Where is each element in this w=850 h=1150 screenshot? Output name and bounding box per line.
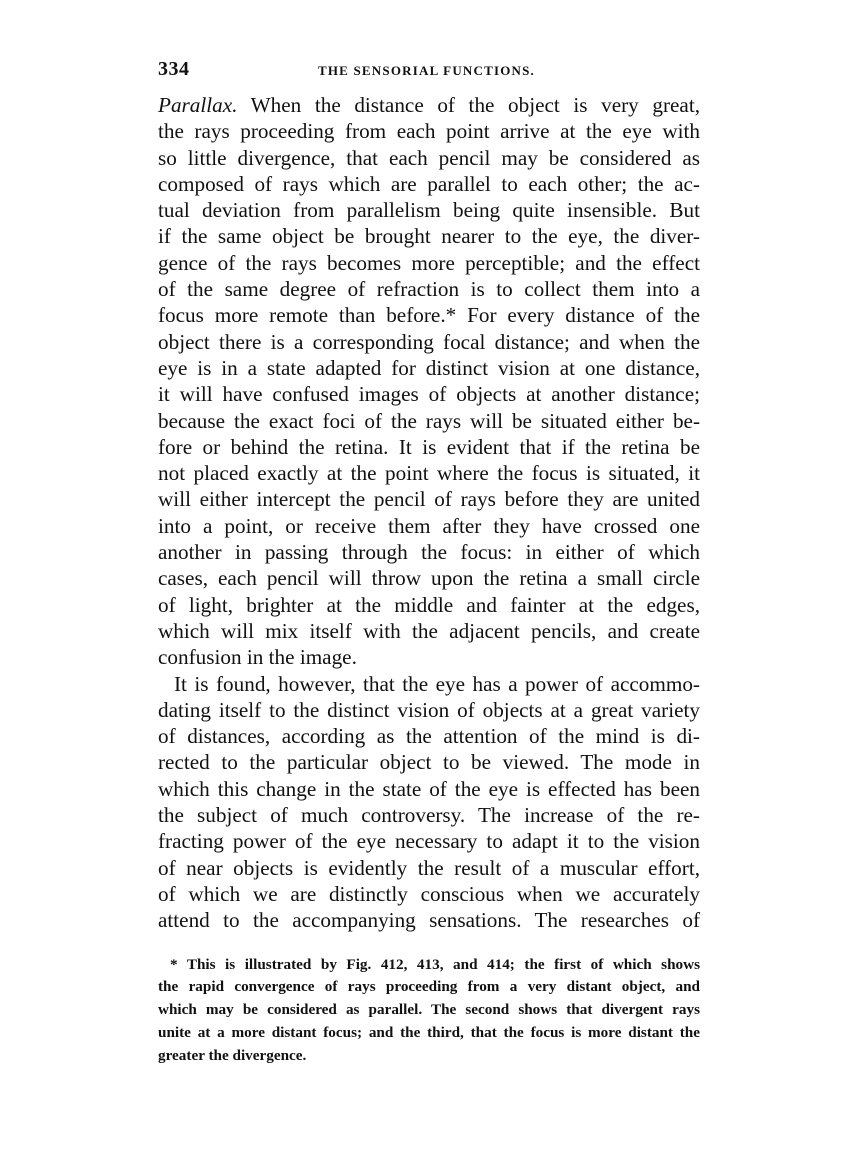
text-line: Parallax. When the distance of the object is very great,	[158, 93, 700, 117]
body-text	[158, 92, 700, 934]
text-line: the rays proceeding from each point arrive at the eye with	[158, 119, 700, 144]
footnote-line: * This is illustrated by Fig. 412, 413, and 414; the first of which shows	[170, 955, 700, 973]
text-line: it will have confused images of objects at another distance;	[158, 382, 700, 407]
text-line: fracting power of the eye necessary to adapt it to the vision	[158, 829, 700, 854]
text-line: fore or behind the retina. It is evident that if the retina be	[158, 434, 700, 459]
text-line: of near objects is evidently the result of a muscular effort,	[158, 855, 700, 880]
text-line: dating itself to the distinct vision of objects at a great variety	[158, 697, 700, 722]
text-line: gence of the rays becomes more perceptible; and the effect	[158, 250, 700, 275]
text-line: of distances, according as the attention of the mind is di-	[158, 724, 700, 749]
footnote-line: greater the divergence.	[158, 1046, 307, 1064]
text-line: if the same object be brought nearer to the eye, the diver-	[158, 224, 700, 249]
running-head	[158, 58, 700, 92]
text-line: another in passing through the focus: in either of which	[158, 540, 700, 565]
side-heading: Parallax.	[158, 93, 238, 117]
paragraph-parallax	[158, 92, 700, 671]
text-line: confusion in the image.	[158, 645, 357, 670]
running-title: THE SENSORIAL FUNCTIONS.	[318, 63, 535, 78]
text-line: cases, each pencil will throw upon the retina a small circle	[158, 566, 700, 591]
text-line: object there is a corresponding focal distance; and when the	[158, 329, 700, 354]
text-line: which will mix itself with the adjacent pencils, and create	[158, 618, 700, 643]
text-line: the subject of much controversy. The increase of the re-	[158, 803, 700, 828]
footnote-line: unite at a more distant focus; and the third, that the focus is more distant the	[158, 1023, 700, 1041]
text-line: It is found, however, that the eye has a power of accommo-	[174, 671, 700, 696]
text-line: composed of rays which are parallel to each other; the ac-	[158, 171, 700, 196]
text-line: into a point, or receive them after they have crossed one	[158, 513, 700, 538]
footnote-line: which may be considered as parallel. The second shows that divergent rays	[158, 1001, 700, 1019]
text-line: which this change in the state of the eye is effected has been	[158, 776, 700, 801]
text-line: will either intercept the pencil of rays before they are united	[158, 487, 700, 512]
footnote-line: the rapid convergence of rays proceeding from a very distant object, and	[158, 978, 700, 996]
text-line: of which we are distinctly conscious when we accurately	[158, 881, 700, 906]
text-line: rected to the particular object to be viewed. The mode in	[158, 750, 700, 775]
text-line: eye is in a state adapted for distinct vision at one distance,	[158, 355, 700, 380]
text-line: attend to the accompanying sensations. The researches of	[158, 908, 700, 933]
footnote	[158, 954, 700, 1068]
paragraph-accommodation	[158, 671, 700, 934]
text-line: so little divergence, that each pencil may be considered as	[158, 145, 700, 170]
text-line: tual deviation from parallelism being quite insensible. But	[158, 198, 700, 223]
text-line: not placed exactly at the point where the focus is situated, it	[158, 461, 700, 486]
text-line: because the exact foci of the rays will be situated either be-	[158, 408, 700, 433]
text-line: focus more remote than before.* For every distance of the	[158, 303, 700, 328]
text-line: of light, brighter at the middle and fainter at the edges,	[158, 592, 700, 617]
page-number: 334	[158, 58, 190, 80]
text-line: of the same degree of refraction is to collect them into a	[158, 277, 700, 302]
